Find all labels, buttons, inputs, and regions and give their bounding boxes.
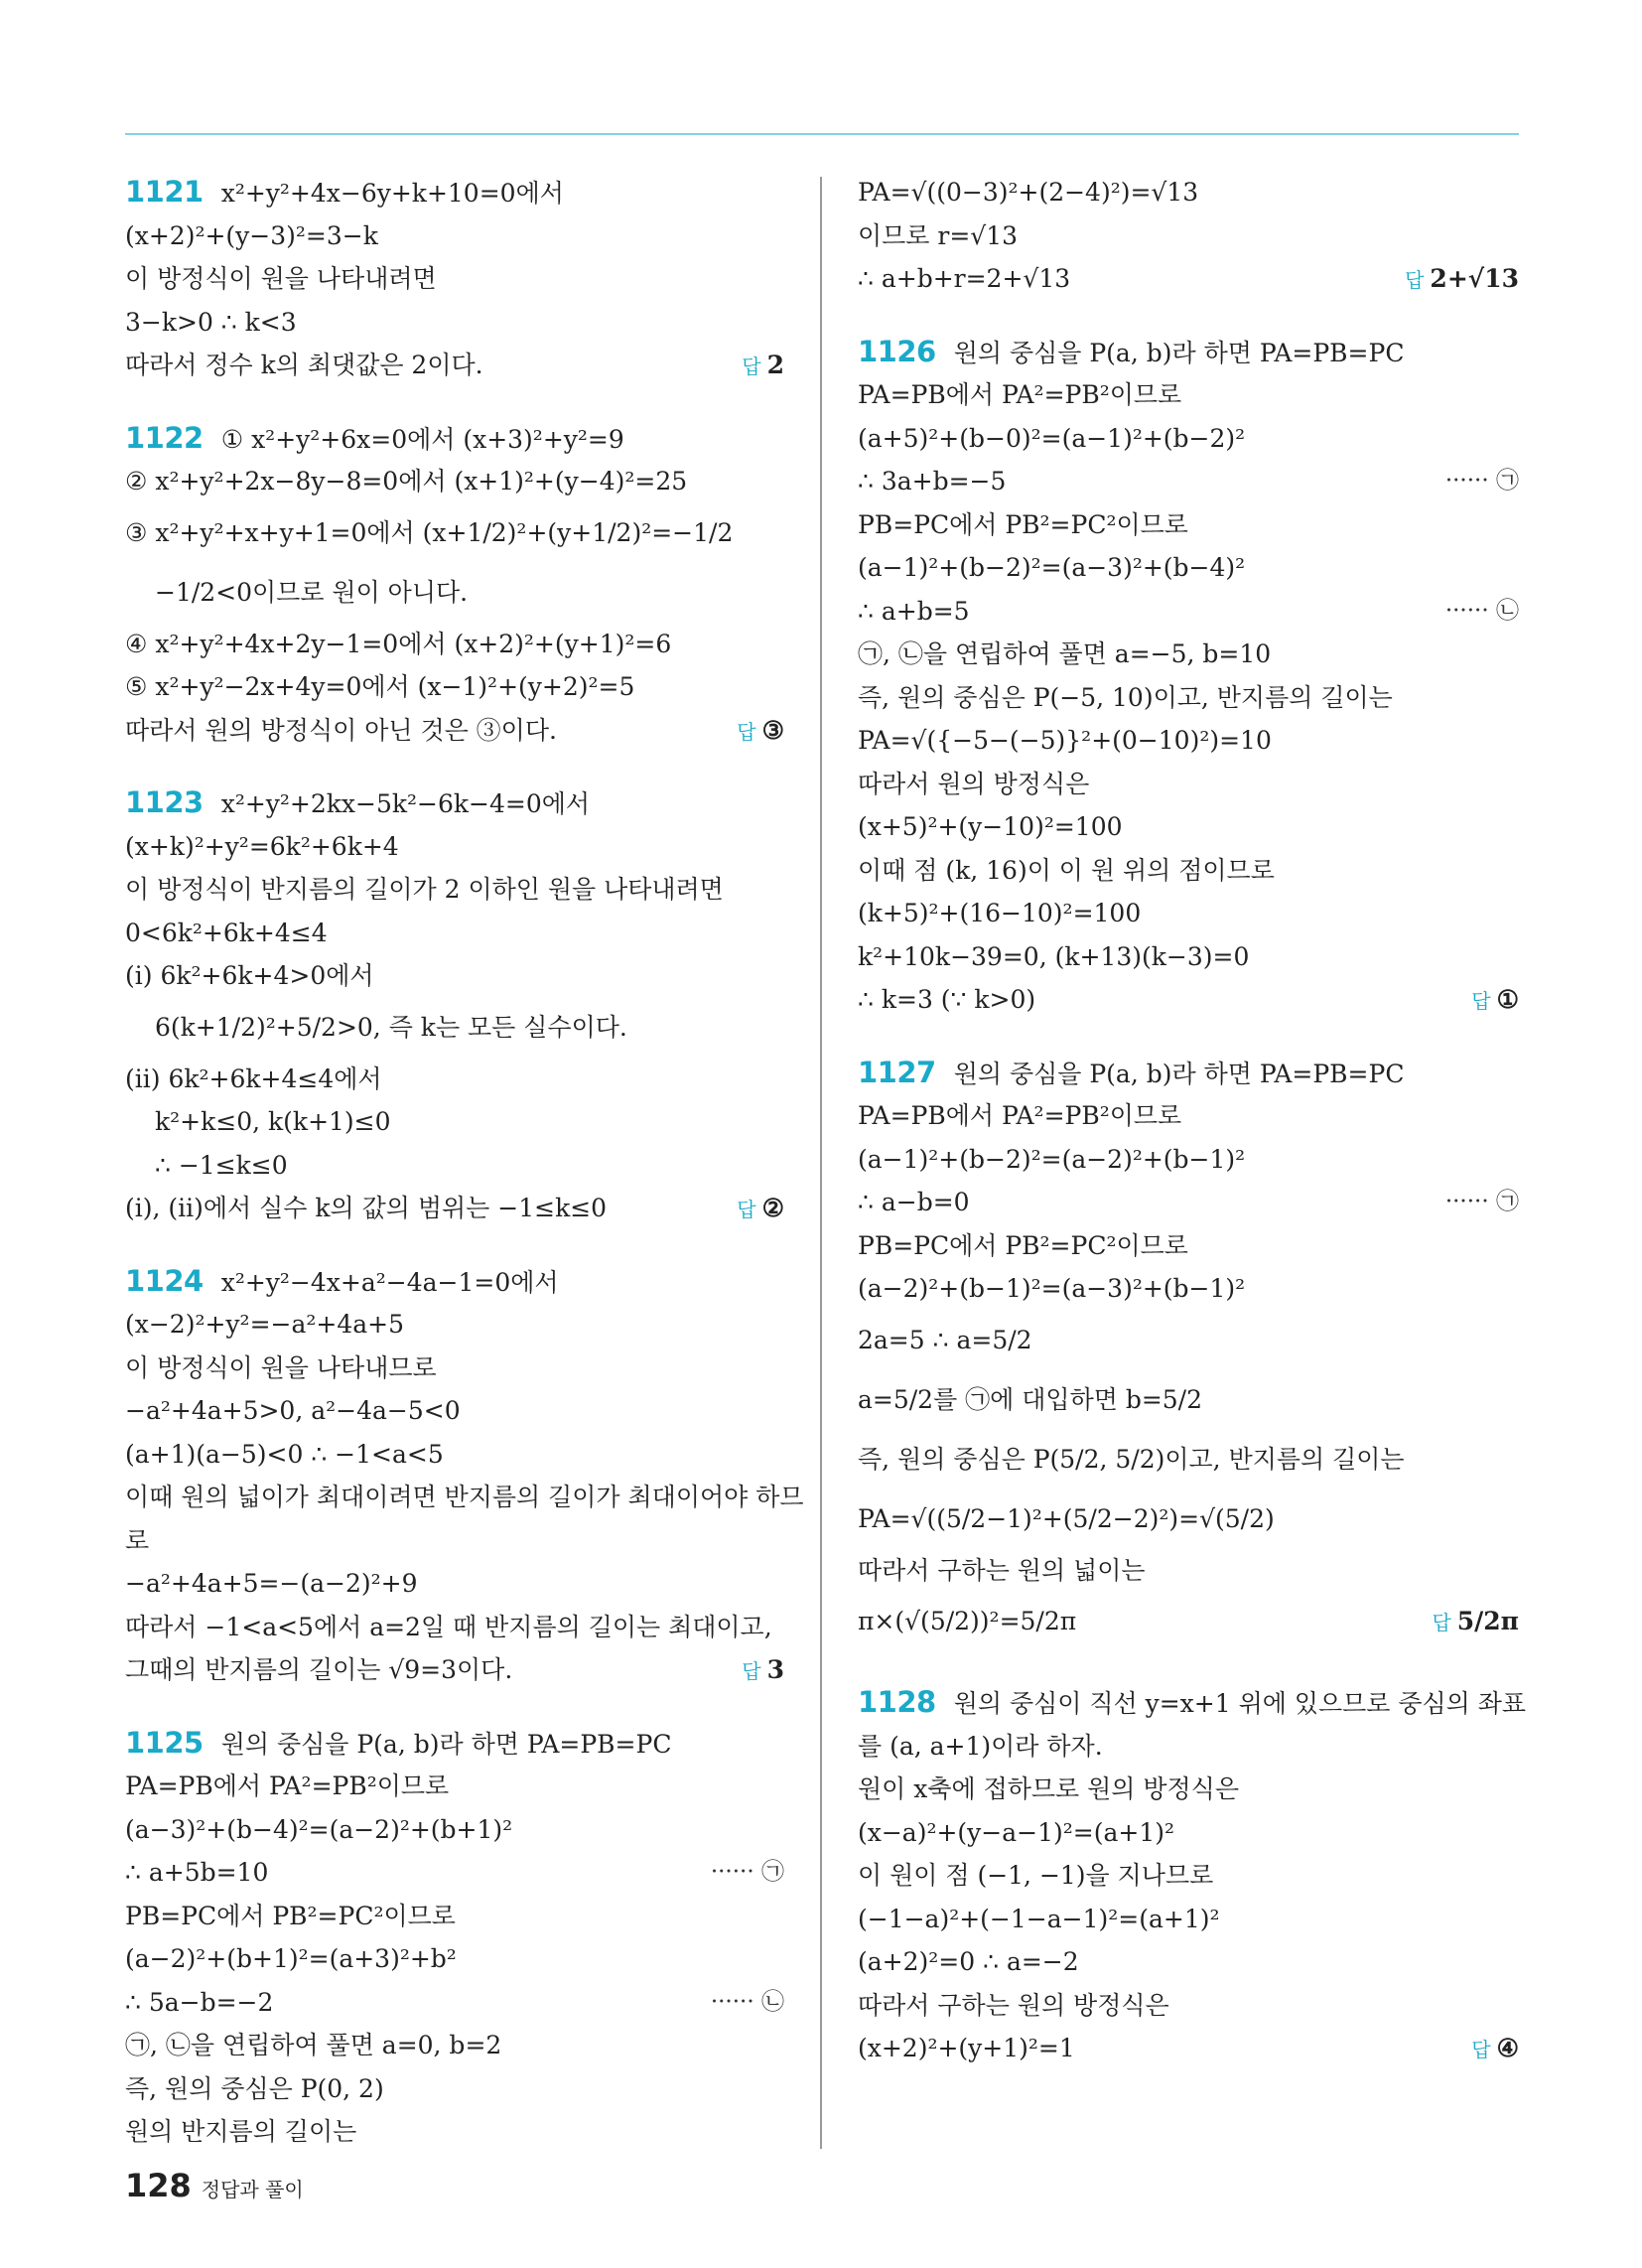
solution-line: (x+k)²+y²=6k²+6k+4 bbox=[125, 831, 399, 861]
problem-number: 1127 bbox=[858, 1055, 936, 1089]
solution-line: (x−a)²+(y−a−1)²=(a+1)² bbox=[858, 1817, 1175, 1847]
solution-line: 원이 x축에 접하므로 원의 방정식은 bbox=[858, 1774, 1239, 1803]
solution-line: (k+5)²+(16−10)²=100 bbox=[858, 899, 1142, 927]
answer-mark: 답 bbox=[1405, 268, 1425, 292]
solution-line: (a−2)²+(b−1)²=(a−3)²+(b−1)² bbox=[858, 1274, 1246, 1303]
solution-line: ∴ a+5b=10 bbox=[125, 1858, 269, 1887]
solution-line: ② x²+y²+2x−8y−8=0에서 (x+1)²+(y−4)²=25 bbox=[125, 467, 688, 496]
equation-tag: ······ ㉡ bbox=[1444, 597, 1519, 624]
equation-tag: ······ ㉠ bbox=[1444, 1189, 1519, 1214]
problem-1125 bbox=[125, 1722, 784, 2154]
answer-mark: 답 bbox=[1432, 1611, 1451, 1634]
solution-line: PA=√((5/2−1)²+(5/2−2)²)=√(5/2) bbox=[858, 1503, 1275, 1533]
solution-line: k²+10k−39=0, (k+13)(k−3)=0 bbox=[858, 941, 1250, 971]
page-label: 정답과 풀이 bbox=[201, 2178, 304, 2201]
solution-line: (x+2)²+(y−3)²=3−k bbox=[125, 220, 378, 250]
solution-line: x²+y²+2kx−5k²−6k−4=0에서 bbox=[220, 789, 591, 818]
header-rule bbox=[125, 133, 1519, 135]
solution-line: 이므로 r=√13 bbox=[858, 220, 1019, 250]
solution-line: −a²+4a+5>0, a²−4a−5<0 bbox=[125, 1396, 461, 1425]
solution-line: 이때 점 (k, 16)이 이 원 위의 점이므로 bbox=[858, 855, 1275, 885]
problem-number: 1126 bbox=[858, 334, 936, 368]
problem-number: 1121 bbox=[125, 175, 204, 209]
problem-1122 bbox=[125, 417, 784, 753]
answer-mark: 답 bbox=[737, 719, 756, 744]
solution-line: x²+y²+4x−6y+k+10=0에서 bbox=[220, 179, 564, 208]
solution-line: (a+1)(a−5)<0 ∴ −1<a<5 bbox=[125, 1439, 444, 1469]
solution-line: (ⅰ) 6k²+6k+4>0에서 bbox=[125, 961, 374, 990]
problem-number: 1128 bbox=[858, 1685, 936, 1719]
solution-line: ㉠, ㉡을 연립하여 풀면 a=−5, b=10 bbox=[858, 639, 1272, 668]
problem-number: 1122 bbox=[125, 420, 204, 455]
solution-line: 이 방정식이 원을 나타내므로 bbox=[125, 1352, 437, 1382]
problem-1125-continued bbox=[858, 171, 1519, 301]
answer bbox=[737, 1187, 784, 1232]
solution-line: 따라서 −1<a<5에서 a=2일 때 반지름의 길이는 최대이고, bbox=[125, 1612, 772, 1641]
answer-mark: 답 bbox=[742, 1659, 761, 1683]
solution-line: ⑤ x²+y²−2x+4y=0에서 (x−1)²+(y+2)²=5 bbox=[125, 672, 635, 701]
solution-line: PA=√({−5−(−5)}²+(0−10)²)=10 bbox=[858, 726, 1272, 755]
solution-line: ∴ a+b+r=2+√13 bbox=[858, 264, 1071, 293]
solution-line: 로 bbox=[125, 1525, 150, 1555]
solution-line: (a−1)²+(b−2)²=(a−2)²+(b−1)² bbox=[858, 1144, 1246, 1174]
solution-line: 따라서 원의 방정식은 bbox=[858, 769, 1090, 798]
answer-value: 2+√13 bbox=[1430, 264, 1519, 293]
solution-line: k²+k≤0, k(k+1)≤0 bbox=[155, 1107, 391, 1136]
solution-line: ④ x²+y²+4x+2y−1=0에서 (x+2)²+(y+1)²=6 bbox=[125, 629, 672, 658]
answer bbox=[1471, 2027, 1519, 2072]
solution-line: 따라서 원의 방정식이 아닌 것은 ③이다. bbox=[125, 715, 557, 745]
equation-tag: ······ ㉡ bbox=[710, 1988, 784, 2015]
solution-line: PB=PC에서 PB²=PC²이므로 bbox=[125, 1901, 456, 1930]
solution-line: PA=√((0−3)²+(2−4)²)=√13 bbox=[858, 178, 1199, 207]
solution-line: (ⅰ), (ⅱ)에서 실수 k의 값의 범위는 −1≤k≤0 bbox=[125, 1194, 608, 1222]
solution-line: ∴ −1≤k≤0 bbox=[155, 1150, 288, 1180]
solution-line: (ⅱ) 6k²+6k+4≤4에서 bbox=[125, 1063, 382, 1093]
answer bbox=[1432, 1592, 1519, 1652]
problem-1121 bbox=[125, 171, 784, 387]
problem-1126 bbox=[858, 331, 1519, 1022]
solution-line: 원의 중심이 직선 y=x+1 위에 있으므로 중심의 좌표 bbox=[953, 1689, 1527, 1718]
solution-line: 원의 중심을 P(a, b)라 하면 PA=PB=PC bbox=[220, 1729, 672, 1759]
answer-value: 2 bbox=[766, 351, 784, 379]
page-footer bbox=[125, 2167, 304, 2204]
solution-line: PB=PC에서 PB²=PC²이므로 bbox=[858, 509, 1188, 539]
column-divider bbox=[820, 177, 822, 2149]
equation-tag: ······ ㉠ bbox=[1444, 468, 1519, 494]
solution-line: 따라서 구하는 원의 방정식은 bbox=[858, 1990, 1169, 2020]
solution-line: PA=PB에서 PA²=PB²이므로 bbox=[125, 1772, 450, 1800]
answer bbox=[1405, 257, 1519, 303]
solution-line: (a+2)²=0 ∴ a=−2 bbox=[858, 1947, 1079, 1976]
answer-value: 5/2π bbox=[1456, 1607, 1519, 1635]
solution-line: ∴ a+b=5 bbox=[858, 596, 970, 626]
problem-number: 1123 bbox=[125, 785, 204, 819]
answer-mark: 답 bbox=[737, 1198, 756, 1221]
solution-line: 이때 원의 넓이가 최대이려면 반지름의 길이가 최대이어야 하므 bbox=[125, 1483, 804, 1511]
answer-mark: 답 bbox=[1471, 2038, 1491, 2061]
solution-line: (a−2)²+(b+1)²=(a+3)²+b² bbox=[125, 1944, 457, 1973]
solution-line: 그때의 반지름의 길이는 √9=3이다. bbox=[125, 1655, 513, 1684]
answer bbox=[737, 709, 784, 755]
problem-1123 bbox=[125, 781, 784, 1230]
solution-line: a=5/2를 ㉠에 대입하면 b=5/2 bbox=[858, 1384, 1203, 1414]
answer-value: ① bbox=[1496, 985, 1519, 1014]
solution-line: −1/2<0이므로 원이 아니다. bbox=[155, 577, 469, 607]
solution-line: 즉, 원의 중심은 P(−5, 10)이고, 반지름의 길이는 bbox=[858, 682, 1393, 712]
solution-line: ∴ 5a−b=−2 bbox=[125, 1987, 274, 2017]
solution-line: −a²+4a+5=−(a−2)²+9 bbox=[125, 1569, 418, 1598]
solution-line: 3−k>0 ∴ k<3 bbox=[125, 307, 297, 337]
solution-line: 이 방정식이 원을 나타내려면 bbox=[125, 264, 437, 293]
solution-line: ∴ a−b=0 bbox=[858, 1188, 970, 1216]
solution-line: (x+5)²+(y−10)²=100 bbox=[858, 812, 1123, 841]
solution-line: 따라서 구하는 원의 넓이는 bbox=[858, 1555, 1146, 1585]
answer-mark: 답 bbox=[742, 354, 761, 378]
answer-value: ④ bbox=[1496, 2034, 1519, 2062]
solution-line: ㉠, ㉡을 연립하여 풀면 a=0, b=2 bbox=[125, 2031, 502, 2059]
solution-line: ① x²+y²+6x=0에서 (x+3)²+y²=9 bbox=[220, 424, 624, 454]
right-column bbox=[858, 171, 1527, 2100]
solution-line: 즉, 원의 중심은 P(0, 2) bbox=[125, 2073, 384, 2103]
solution-line: 를 (a, a+1)이라 하자. bbox=[858, 1731, 1103, 1761]
problem-number: 1124 bbox=[125, 1263, 204, 1298]
solution-line: π×(√(5/2))²=5/2π bbox=[858, 1607, 1077, 1635]
solution-line: 즉, 원의 중심은 P(5/2, 5/2)이고, 반지름의 길이는 bbox=[858, 1444, 1405, 1474]
solution-line: 이 원이 점 (−1, −1)을 지나므로 bbox=[858, 1861, 1214, 1890]
solution-line: PA=PB에서 PA²=PB²이므로 bbox=[858, 1101, 1182, 1130]
solution-line: 원의 중심을 P(a, b)라 하면 PA=PB=PC bbox=[953, 338, 1405, 367]
solution-line: x²+y²−4x+a²−4a−1=0에서 bbox=[220, 1267, 559, 1297]
solution-line: 0<6k²+6k+4≤4 bbox=[125, 918, 328, 947]
solution-line: 2a=5 ∴ a=5/2 bbox=[858, 1325, 1032, 1354]
answer-value: ② bbox=[761, 1194, 784, 1222]
answer bbox=[742, 344, 784, 389]
solution-line: ③ x²+y²+x+y+1=0에서 (x+1/2)²+(y+1/2)²=−1/2 bbox=[125, 517, 734, 547]
solution-line: 이 방정식이 반지름의 길이가 2 이하인 원을 나타내려면 bbox=[125, 875, 724, 904]
left-column bbox=[125, 171, 804, 2184]
solution-line: ∴ 3a+b=−5 bbox=[858, 467, 1007, 496]
solution-line: (x+2)²+(y+1)²=1 bbox=[858, 2034, 1075, 2062]
solution-line: (−1−a)²+(−1−a−1)²=(a+1)² bbox=[858, 1904, 1220, 1933]
answer bbox=[1471, 978, 1519, 1024]
problem-1124 bbox=[125, 1260, 804, 1692]
solution-line: PB=PC에서 PB²=PC²이므로 bbox=[858, 1230, 1188, 1260]
equation-tag: ······ ㉠ bbox=[710, 1859, 784, 1885]
answer-value: 3 bbox=[766, 1655, 784, 1684]
solution-line: PA=PB에서 PA²=PB²이므로 bbox=[858, 380, 1182, 409]
solution-line: (a+5)²+(b−0)²=(a−1)²+(b−2)² bbox=[858, 423, 1246, 453]
page-number: 128 bbox=[125, 2167, 192, 2204]
solution-line: 따라서 정수 k의 최댓값은 2이다. bbox=[125, 351, 483, 379]
answer-value: ③ bbox=[761, 715, 784, 745]
solution-line: 원의 중심을 P(a, b)라 하면 PA=PB=PC bbox=[953, 1059, 1405, 1088]
solution-line: 원의 반지름의 길이는 bbox=[125, 2117, 357, 2146]
problem-number: 1125 bbox=[125, 1725, 204, 1760]
solution-line: (a−3)²+(b−4)²=(a−2)²+(b+1)² bbox=[125, 1814, 513, 1844]
solution-line: 6(k+1/2)²+5/2>0, 즉 k는 모든 실수이다. bbox=[155, 1012, 627, 1042]
answer-mark: 답 bbox=[1471, 989, 1491, 1013]
solution-line: (a−1)²+(b−2)²=(a−3)²+(b−4)² bbox=[858, 553, 1246, 582]
solution-line: (x−2)²+y²=−a²+4a+5 bbox=[125, 1310, 405, 1339]
solution-line: ∴ k=3 (∵ k>0) bbox=[858, 985, 1036, 1014]
problem-1128 bbox=[858, 1681, 1527, 2070]
answer bbox=[742, 1648, 784, 1694]
problem-1127 bbox=[858, 1052, 1519, 1652]
